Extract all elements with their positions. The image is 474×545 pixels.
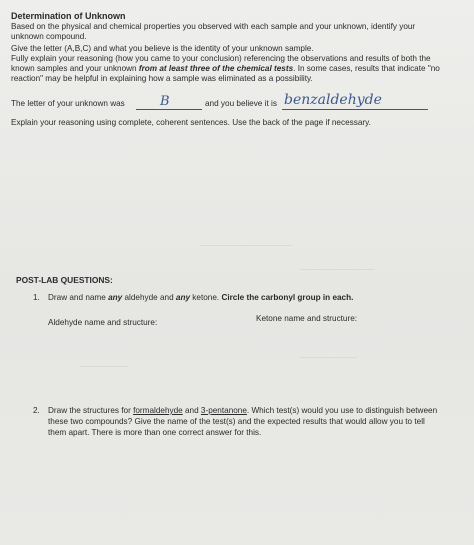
bleed-through-mark: ~~~~~~~~~~~ [80,362,129,371]
ketone-answer-label: Ketone name and structure: [256,314,358,323]
identity-answer-handwritten: benzaldehyde [284,92,382,108]
instruction-line: reaction" may be helpful in explaining how a sample was eliminated as a possibility. [11,74,313,83]
question-1-text: Draw and name any aldehyde and any ketone. Circle the carbonyl group in each. [48,293,354,302]
bleed-through-mark: ~~~~~~~~~~~~~ [300,353,357,362]
question-2-number: 2. [33,406,40,415]
question-2-line: them apart. There is more than one correct answer for this. [48,428,262,437]
instruction-line: Give the letter (A,B,C) and what you believe is the identity of your unknown sample. [11,44,314,53]
section-title: Determination of Unknown [11,11,126,21]
bleed-through-mark: ~~~~~~~~~~~~~~~~~~~~~ [200,241,292,250]
instruction-line: Fully explain your reasoning (how you came to your conclusion) referencing the observations and results of both the [11,54,431,63]
identity-label: and you believe it is [205,99,277,108]
question-2-line: these two compounds? Give the name of the test(s) and the expected results that would allow you to tell [48,417,425,426]
postlab-heading: POST-LAB QUESTIONS: [16,275,113,285]
bleed-through-mark: ~~~~~~~~~~~~~~~~~ [300,265,375,274]
instruction-line: Based on the physical and chemical properties you observed with each sample and your unknown, identify your [11,22,416,31]
aldehyde-answer-label: Aldehyde name and structure: [48,318,158,327]
question-2-line: Draw the structures for formaldehyde and 3-pentanone. Which test(s) would you use to distinguish between [48,406,438,415]
question-1-number: 1. [33,293,40,302]
instruction-line: unknown compound. [11,32,87,41]
instruction-line: known samples and your unknown from at least three of the chemical tests. In some cases, results that indicate "no [11,64,440,73]
explain-instruction: Explain your reasoning using complete, coherent sentences. Use the back of the page if necessary. [11,118,371,127]
letter-answer-handwritten: B [160,94,170,109]
letter-label: The letter of your unknown was [11,99,125,108]
